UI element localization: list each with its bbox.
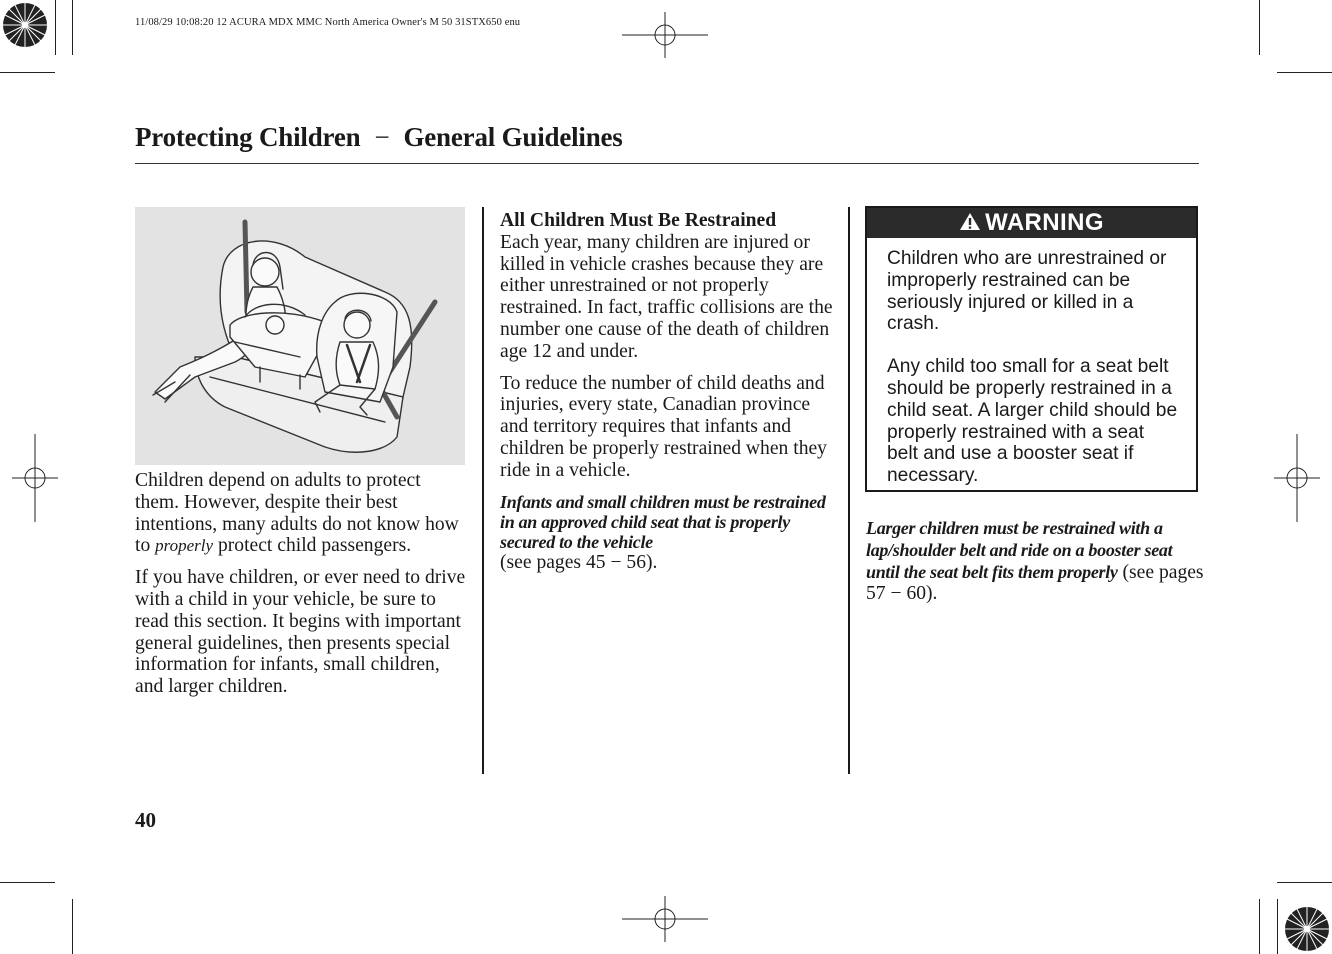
child-seat-illustration — [135, 207, 465, 465]
intro-text-a: Children depend on adults to protect them. However, despite their best intentions, many adults do not know how to — [135, 470, 459, 557]
title-separator: − — [374, 122, 390, 152]
intro-paragraph — [135, 470, 467, 557]
section-overview-paragraph: If you have children, or ever need to drive with a child in your vehicle, be sure to read this section. It begins with important general guidelines, then presents special information for infants, small children, and larger children. — [135, 567, 466, 698]
warning-text-2: Any child too small for a seat belt should be properly restrained in a child seat. A larger child should be properly restrained with a seat belt and use a booster seat if necessary. — [887, 356, 1178, 487]
law-paragraph: To reduce the number of child deaths and injuries, every state, Canadian province and territory requires that infants and children be properly restrained when they ride in a vehicle. — [500, 372, 827, 481]
column-3 — [866, 518, 1206, 615]
column-1 — [135, 470, 467, 708]
rear-seat-children-illustration-icon — [135, 207, 465, 465]
larger-children-reference: (see pages 57 − 60). — [866, 561, 1204, 605]
crosshair-left-icon — [12, 434, 58, 522]
registration-target-bottom-right-icon — [1282, 904, 1332, 954]
column-divider-2 — [848, 207, 850, 774]
intro-emphasis: properly — [155, 536, 214, 556]
intro-text-b: protect child passengers. — [213, 535, 412, 557]
title-main: Protecting Children — [135, 122, 361, 152]
infant-guideline — [500, 492, 836, 574]
statistics-paragraph: Each year, many children are injured or killed in vehicle crashes because they are either unrestrained or not properly restrained. In fact, traffic collisions are the number one cause of the death of children age 12 and under. — [500, 231, 833, 362]
warning-text-1: Children who are unrestrained or improperly restrained can be seriously injured or killed in a crash. — [887, 248, 1167, 335]
print-header: 11/08/29 10:08:20 12 ACURA MDX MMC North America Owner's M 50 31STX650 enu — [135, 17, 521, 28]
crosshair-top-center-icon — [620, 12, 710, 58]
larger-children-guideline — [866, 518, 1206, 605]
infant-guideline-reference: (see pages 45 − 56). — [500, 551, 658, 573]
warning-body — [867, 238, 1196, 487]
section-heading: All Children Must Be Restrained — [500, 210, 777, 231]
warning-triangle-icon — [959, 212, 981, 231]
registration-target-top-left-icon — [0, 0, 50, 50]
page-title — [135, 122, 623, 153]
title-sub: General Guidelines — [403, 122, 623, 152]
warning-header — [867, 208, 1196, 238]
crosshair-bottom-center-icon — [620, 896, 710, 942]
warning-box — [865, 206, 1198, 492]
column-divider-1 — [482, 207, 484, 774]
column-2 — [500, 210, 836, 583]
page-number: 40 — [135, 808, 156, 832]
warning-label: WARNING — [985, 209, 1104, 236]
larger-children-emphasis: Larger children must be restrained with a lap/shoulder belt and ride on a booster seat until the seat belt fits them properly — [866, 518, 1173, 582]
infant-guideline-emphasis: Infants and small children must be restrained in an approved child seat that is properly secured to the vehicle — [500, 491, 826, 552]
crosshair-right-icon — [1274, 434, 1320, 522]
title-rule — [135, 163, 1199, 164]
